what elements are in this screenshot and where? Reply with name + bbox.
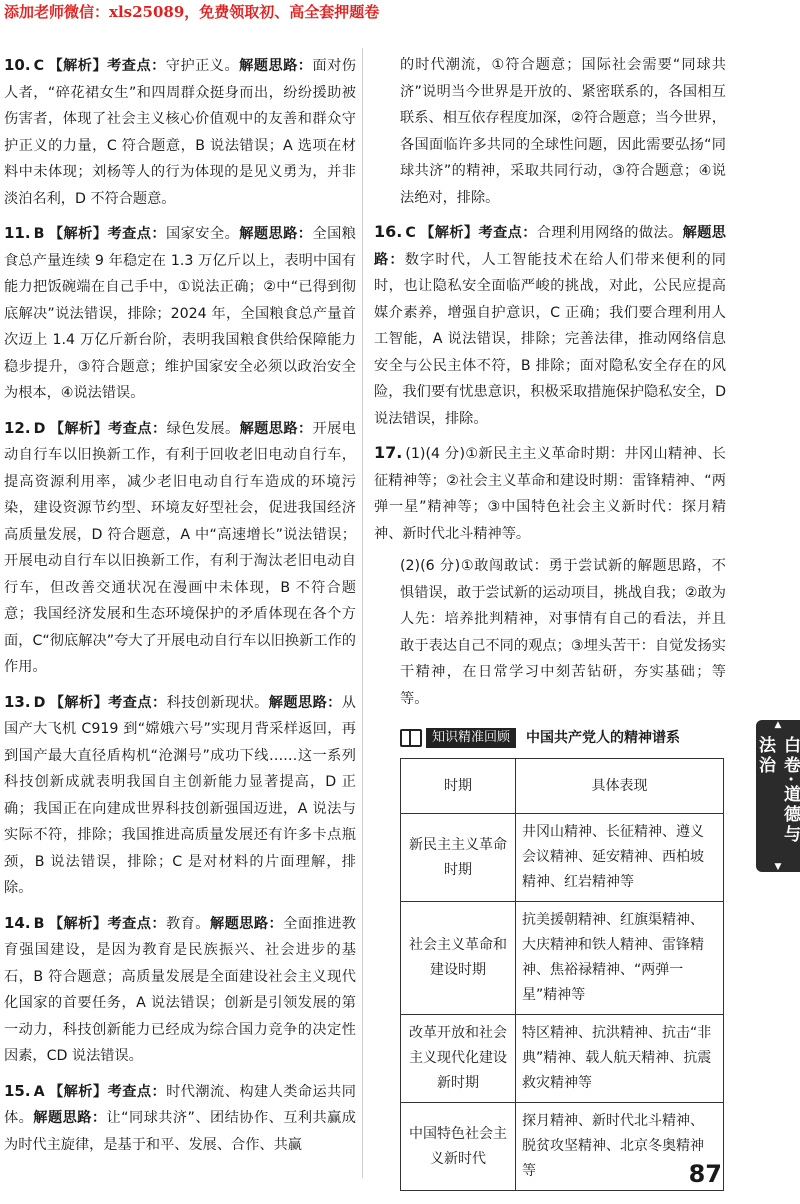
answer-17 <box>374 440 726 547</box>
column-header: 时期 <box>401 759 516 814</box>
question-number: 11. <box>4 224 31 242</box>
idea-label: 解题思路： <box>374 225 726 268</box>
question-number: 17. <box>374 443 403 462</box>
book-icon <box>400 729 422 747</box>
idea-label: 解题思路： <box>239 420 313 437</box>
promo-banner: 添加老师微信：xls25089，免费领取初、高全套押题卷 <box>4 3 380 21</box>
part-label: (1)(4 分) <box>405 446 466 462</box>
table-row <box>401 1015 724 1103</box>
idea-label: 解题思路： <box>268 694 342 711</box>
kp-label: 考查点： <box>108 694 167 711</box>
answer-letter: C <box>33 58 44 74</box>
detail-cell: 井冈山精神、长征精神、遵义会议精神、延安精神、西柏坡精神、红岩精神等 <box>516 814 724 902</box>
kp-text: 守护正义。 <box>165 58 240 74</box>
kp-label: 考查点： <box>108 420 167 437</box>
triangle-down-icon: ▼ <box>774 862 782 872</box>
question-number: 13. <box>4 692 31 711</box>
answer-12 <box>4 415 356 681</box>
explanation-text: 面对伤人者，“碎花裙女生”和四周群众挺身而出，纷纷援助被伤害者，体现了社会主义核心价值观中的友善和群众守护正义的力量，C 符合题意，B 说法错误；A 选项在材料中未体现；刘杨等人的行为体现的是见义勇为，并非淡泊名利，D 不符合题意。 <box>4 58 356 207</box>
idea-label: 解题思路： <box>239 226 313 242</box>
analysis-tag: 【解析】 <box>48 915 108 932</box>
answer-letter: B <box>33 915 45 932</box>
kp-label: 考查点： <box>107 58 166 74</box>
analysis-tag: 【解析】 <box>48 58 108 74</box>
kp-text: 合理利用网络的做法。 <box>536 225 683 241</box>
table-header-row <box>401 759 724 814</box>
column-divider <box>362 48 363 1178</box>
knowledge-tag: 知识精准回顾 <box>426 728 516 748</box>
idea-label: 解题思路： <box>209 915 284 932</box>
answer-13 <box>4 689 356 902</box>
right-column <box>374 52 726 1191</box>
period-cell: 新民主主义革命时期 <box>401 814 516 902</box>
triangle-up-icon: ▲ <box>774 720 782 730</box>
answer-17-part2 <box>400 553 726 712</box>
analysis-tag: 【解析】 <box>48 226 108 242</box>
explanation-text: 开展电动自行车以旧换新工作，有利于回收老旧电动自行车，提高资源利用率，减少老旧电动自行车造成的环境污染，建设资源节约型、环境友好型社会，促进我国经济高质量发展，D 符合题意，A 中“高速增长”说法错误；开展电动自行车以旧换新工作，有利于淘汰老旧电动自行车，但改善交通状况在漫画中未体现，B 不符合题意；我国经济发展和生态环境保护的矛盾体现在各个方面，C“彻底解决”夸大了开展电动自行车以旧换新工作的作用。 <box>4 420 356 675</box>
column-header: 具体表现 <box>516 759 724 814</box>
analysis-tag: 【解析】 <box>419 225 479 241</box>
answer-letter: D <box>33 694 46 711</box>
explanation-text: 从国产大飞机 C919 到“嫦娥六号”实现月背采样返回，再到国产最大直径盾构机“沧渊号”成功下线……这一系列科技创新成就表明我国自主创新能力显著提高，D 正确；我国正在向建成世界科技创新强国迈进，A 说法与实际不符，排除；我国推进高质量发展还有许多卡点瓶颈，B 说法错误，排除；C 是对材料的片面理解，排除。 <box>4 694 356 896</box>
question-number: 10. <box>4 56 31 74</box>
part-text: ①新民主主义革命时期：井冈山精神、长征精神等；②社会主义革命和建设时期：雷锋精神、“两弹一星”精神等；③中国特色社会主义新时代：探月精神、新时代北斗精神等。 <box>374 446 726 542</box>
kp-text: 科技创新现状。 <box>166 694 269 711</box>
detail-cell: 特区精神、抗洪精神、抗击“非典”精神、载人航天精神、抗震救灾精神等 <box>516 1015 724 1103</box>
kp-text: 时代潮流、构建人类命运共同体。 <box>4 1083 356 1126</box>
detail-cell: 探月精神、新时代北斗精神、脱贫攻坚精神、北京冬奥精神等 <box>516 1103 724 1191</box>
table-row <box>401 1103 724 1191</box>
table-row <box>401 902 724 1015</box>
period-cell: 社会主义革命和建设时期 <box>401 902 516 1015</box>
part-text: ①敢闯敢试：勇于尝试新的解题思路，不惧错误，敢于尝试新的运动项目，挑战自我；②敢为人先：培养批判精神，对事情有自己的看法，并且敢于表达自己不同的观点；③埋头苦干：自觉发扬实干精神，在日常学习中刻苦钻研，夯实基础；等等。 <box>400 558 726 707</box>
kp-text: 教育。 <box>166 915 210 932</box>
side-tab <box>756 720 800 872</box>
kp-label: 考查点： <box>107 1083 167 1100</box>
answer-15 <box>4 1078 356 1159</box>
idea-label: 解题思路： <box>239 58 313 74</box>
page-number: 87 <box>688 1160 722 1188</box>
explanation-text: 让“同球共济”、团结协作、互利共赢成为时代主旋律，是基于和平、发展、合作、共赢 <box>4 1110 356 1153</box>
kp-label: 考查点： <box>478 225 537 241</box>
knowledge-box-header <box>400 726 726 750</box>
explanation-text: 全面推进教育强国建设，是因为教育是民族振兴、社会进步的基石，B 符合题意；高质量发展是全面建设社会主义现代化国家的首要任务，A 说法错误；创新是引领发展的第一动力，科技创新能力已经成为综合国力竞争的决定性因素，CD 说法错误。 <box>4 915 356 1064</box>
period-cell: 改革开放和社会主义现代化建设新时期 <box>401 1015 516 1103</box>
knowledge-title: 中国共产党人的精神谱系 <box>526 729 681 746</box>
answer-11 <box>4 220 356 407</box>
answer-letter: A <box>33 1083 45 1100</box>
kp-label: 考查点： <box>107 226 167 242</box>
detail-cell: 抗美援朝精神、红旗渠精神、大庆精神和铁人精神、雷锋精神、焦裕禄精神、“两弹一星”精神等 <box>516 902 724 1015</box>
kp-text: 绿色发展。 <box>166 420 240 437</box>
explanation-text: 全国粮食总产量连续 9 年稳定在 1.3 万亿斤以上，表明中国有能力把饭碗端在自己手中，①说法正确；②中“已得到彻底解决”说法错误，排除；2024 年，全国粮食总产量首次迈上 1.4 万亿斤新台阶，表明我国粮食供给保障能力稳步提升，③符合题意；维护国家安全必须以政治安全为根本，④说法错误。 <box>4 226 356 401</box>
analysis-tag: 【解析】 <box>49 694 109 711</box>
answer-letter: C <box>405 225 416 241</box>
table-row <box>401 814 724 902</box>
kp-text: 国家安全。 <box>166 226 240 242</box>
answer-16 <box>374 219 726 432</box>
answer-10 <box>4 52 356 212</box>
analysis-tag: 【解析】 <box>48 1083 108 1100</box>
left-column <box>4 52 356 1166</box>
answer-letter: B <box>33 226 45 242</box>
question-number: 15. <box>4 1081 31 1100</box>
answer-15-continued: 的时代潮流，①符合题意；国际社会需要“同球共济”说明当今世界是开放的、紧密联系的，各国相互联系、相互依存程度加深，②符合题意；当今世界，各国面临许多共同的全球性问题，因此需要弘扬“同球共济”的精神，采取共同行动，③符合题意；④说法绝对，排除。 <box>400 57 726 206</box>
side-tab-label: 白卷·道德与法治 <box>755 736 800 845</box>
knowledge-table <box>400 758 724 1191</box>
period-cell: 中国特色社会主义新时代 <box>401 1103 516 1191</box>
analysis-tag: 【解析】 <box>49 420 109 437</box>
answer-14 <box>4 910 356 1070</box>
explanation-text: 数字时代，人工智能技术在给人们带来便利的同时，也让隐私安全面临严峻的挑战，对此，公民应提高媒介素养，增强自护意识，C 正确；我们要合理利用人工智能，A 说法错误，排除；完善法律，推动网络信息安全与公民主体不符，B 排除；面对隐私安全存在的风险，我们要有忧患意识，积极采取措施保护隐私安全，D 说法错误，排除。 <box>374 251 726 427</box>
part-label: (2)(6 分) <box>400 558 461 574</box>
answer-letter: D <box>33 420 46 437</box>
kp-label: 考查点： <box>107 915 167 932</box>
question-number: 14. <box>4 913 31 932</box>
question-number: 16. <box>374 222 403 241</box>
idea-label: 解题思路： <box>33 1110 107 1126</box>
question-number: 12. <box>4 418 31 437</box>
